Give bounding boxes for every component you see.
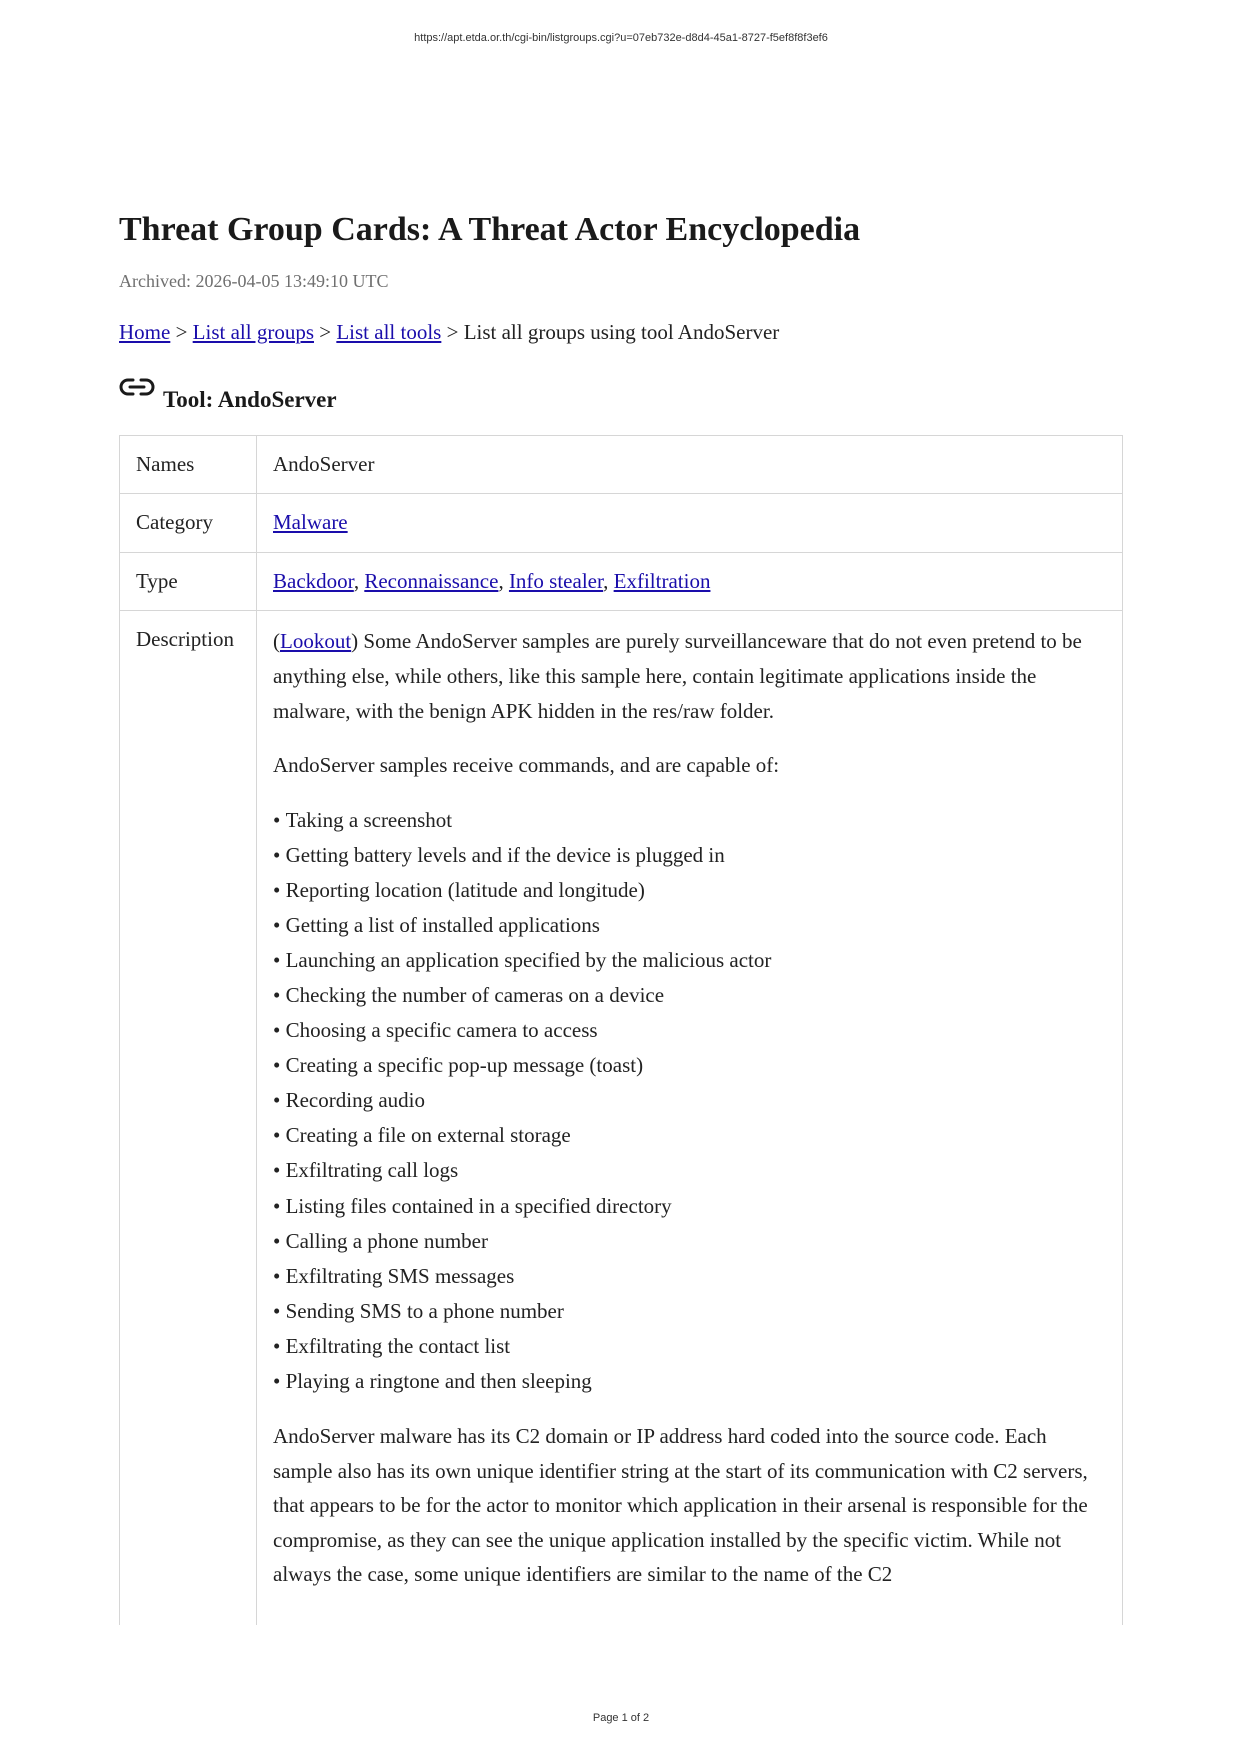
type-separator: , [353, 568, 365, 593]
main-content [119, 210, 1123, 1625]
tool-info-table [119, 435, 1123, 1625]
type-value [257, 552, 1123, 611]
list-item: • Calling a phone number [273, 1224, 1106, 1259]
description-paragraph: AndoServer malware has its C2 domain or IP address hard coded into the source code. Each sample also has its own unique identifier string at the start of its communication with C2 servers, that appears to be for the actor to monitor which application in their arsenal is responsible for the compromise, as they can see the unique application installed by the specific victim. While not always the case, some unique identifiers are similar to the name of the C2 [273, 1423, 1088, 1587]
list-item: • Listing files contained in a specified directory [273, 1189, 1106, 1224]
names-label: Names [120, 435, 257, 494]
category-label: Category [120, 494, 257, 553]
category-value [257, 494, 1123, 553]
list-item: • Exfiltrating call logs [273, 1153, 1106, 1188]
description-text: ) Some AndoServer samples are purely surveillanceware that do not even pretend to be anything else, while others, like this sample here, contain legitimate applications inside the malware, with the benign APK hidden in the res/raw folder. [273, 629, 1082, 723]
list-item: • Checking the number of cameras on a device [273, 978, 1106, 1013]
breadcrumb-separator: > [170, 319, 193, 344]
list-item: • Getting battery levels and if the device is plugged in [273, 838, 1106, 873]
list-item: • Sending SMS to a phone number [273, 1294, 1106, 1329]
breadcrumb-current: List all groups using tool AndoServer [463, 319, 780, 344]
breadcrumb [119, 320, 1123, 345]
table-row-description [120, 611, 1123, 1625]
breadcrumb-separator: > [314, 319, 337, 344]
list-item: • Recording audio [273, 1083, 1106, 1118]
type-exfiltration-link[interactable]: Exfiltration [613, 568, 711, 593]
list-item: • Taking a screenshot [273, 803, 1106, 838]
list-item: • Getting a list of installed applications [273, 908, 1106, 943]
page-title: Threat Group Cards: A Threat Actor Encyclopedia [119, 211, 861, 248]
type-backdoor-link[interactable]: Backdoor [273, 568, 354, 593]
description-value [257, 611, 1123, 1625]
breadcrumb-groups-link[interactable]: List all groups [192, 319, 314, 344]
breadcrumb-tools-link[interactable]: List all tools [336, 319, 442, 344]
breadcrumb-home-link[interactable]: Home [119, 319, 171, 344]
category-malware-link[interactable]: Malware [273, 510, 348, 535]
link-icon [119, 375, 155, 399]
type-reconnaissance-link[interactable]: Reconnaissance [364, 568, 499, 593]
capabilities-list [273, 803, 1106, 1399]
type-label: Type [120, 552, 257, 611]
list-item: • Reporting location (latitude and longitude) [273, 873, 1106, 908]
table-row-category [120, 494, 1123, 553]
table-row-type [120, 552, 1123, 611]
type-separator: , [603, 568, 614, 593]
description-label: Description [120, 611, 257, 1625]
table-row-names [120, 435, 1123, 494]
breadcrumb-separator: > [441, 319, 464, 344]
type-info-stealer-link[interactable]: Info stealer [508, 568, 604, 593]
names-value: AndoServer [257, 435, 1123, 494]
tool-title: Tool: AndoServer [163, 386, 337, 412]
list-item: • Launching an application specified by the malicious actor [273, 943, 1106, 978]
description-paragraph: AndoServer samples receive commands, and are capable of: [273, 753, 780, 778]
list-item: • Exfiltrating the contact list [273, 1329, 1106, 1364]
description-paragraph [273, 624, 1106, 728]
page-number: Page 1 of 2 [592, 1712, 650, 1724]
paren-open: ( [273, 629, 280, 654]
list-item: • Playing a ringtone and then sleeping [273, 1364, 1106, 1399]
list-item: • Creating a specific pop-up message (toast) [273, 1048, 1106, 1083]
type-separator: , [498, 568, 509, 593]
list-item: • Creating a file on external storage [273, 1118, 1106, 1153]
list-item: • Choosing a specific camera to access [273, 1013, 1106, 1048]
lookout-source-link[interactable]: Lookout [280, 629, 352, 654]
archived-timestamp: Archived: 2026-04-05 13:49:10 UTC [119, 270, 389, 291]
tool-heading [119, 381, 1123, 413]
list-item: • Exfiltrating SMS messages [273, 1259, 1106, 1294]
print-url-header: https://apt.etda.or.th/cgi-bin/listgroups.cgi?u=07eb732e-d8d4-45a1-8727-f5ef8f8f3ef6 [414, 32, 828, 44]
